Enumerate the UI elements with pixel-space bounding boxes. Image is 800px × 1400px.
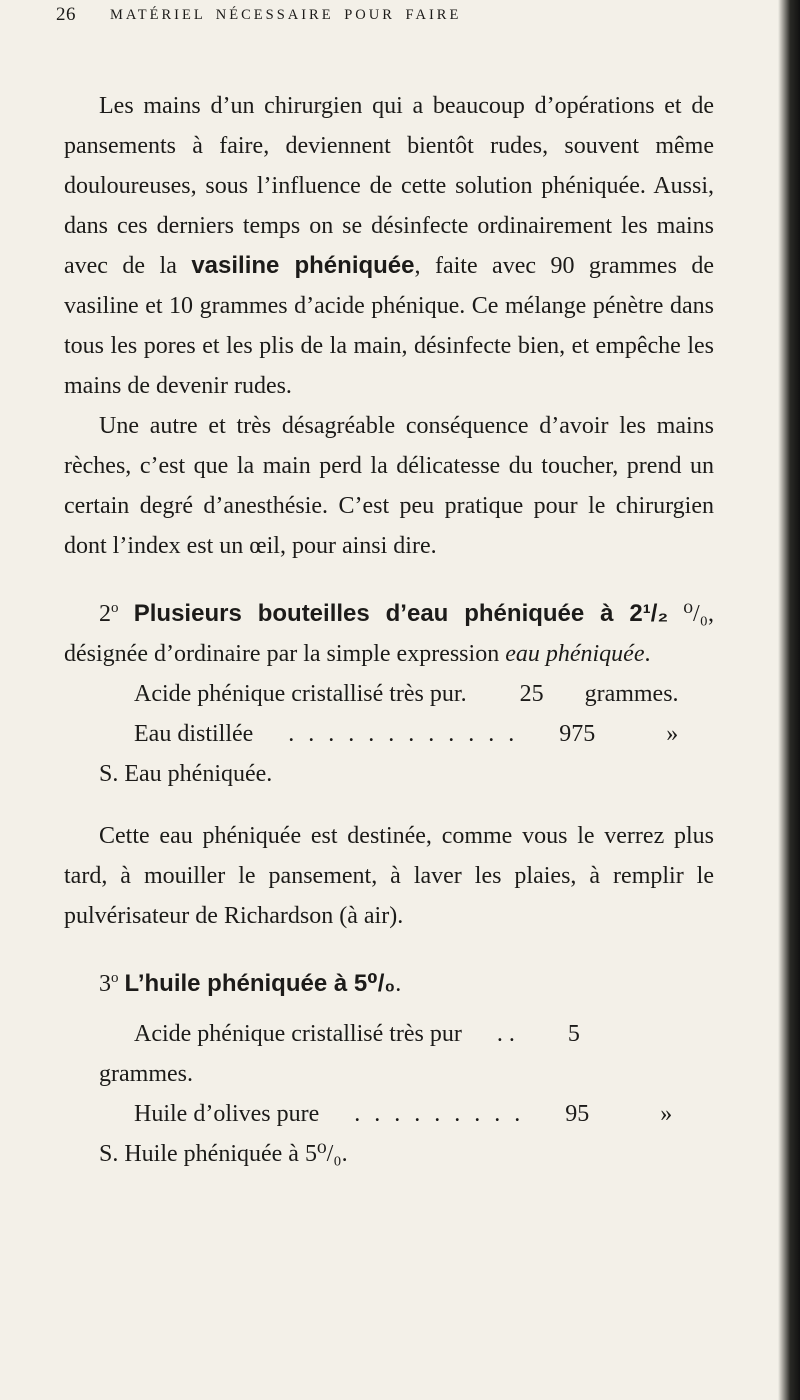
section3-title: L’huile phéniquée à 5 [124,970,368,997]
recipe-ingredient: Acide phénique cristallisé très pur. [134,681,467,707]
section2-italic-term: eau phéniquée [505,641,645,667]
section2-fraction: ¹/₂ [642,600,669,627]
section2-heading [64,588,714,674]
recipe-line [64,714,714,754]
recipe-ingredient: Eau distillée [134,721,254,747]
recipe-ingredient: Acide phénique cristallisé très pur [134,1021,462,1047]
recipe-signa: S. Eau phéniquée. [99,761,273,787]
page-edge-shadow [778,0,800,1400]
para1-text-a: Les mains d’un chirurgien qui a beaucoup d’opérations et de pansements à faire, deviennent bientôt rudes, souvent même douloureuses, sous l’influence de cette solution phéniquée. Aussi, dans ces derniers temps on se désinfecte ordinairement les mains avec de la [64,93,714,279]
recipe-unit: grammes. [584,681,679,707]
section2-end: . [644,641,651,667]
section2-number: 2 [99,601,111,627]
spacer [64,936,714,958]
recipe-quantity: 95 [565,1101,590,1127]
section2-number-degree: o [111,600,119,616]
recipe-unit: grammes. [99,1061,193,1087]
section3-percent: ⁰/₀ [367,970,396,997]
recipe-quantity: 5 [567,1021,580,1047]
section2-percent: ⁰/₀ [683,601,709,627]
recipe-line [64,674,714,714]
spacer [64,1004,714,1014]
section3-number: 3 [99,971,111,997]
spacer [64,794,714,816]
recipe-line [64,1014,714,1094]
recipe-quantity: 25 [519,681,544,707]
section3-number-degree: o [111,970,119,986]
recipe-unit: » [666,721,679,747]
paragraph-anesthesia: Une autre et très désagréable conséquence d’avoir les mains rèches, c’est que la main perd la délicatesse du toucher, prend un certain degré d’anesthésie. C’est peu pratique pour le chirurgien dont l’index est un œil, pour ainsi dire. [64,413,714,559]
recipe-line [64,1094,714,1134]
paragraph-vasiline [64,86,714,406]
recipe-quantity: 975 [559,721,596,747]
running-head [56,4,656,30]
recipe-leader: . . [496,1021,515,1047]
recipe-leader: . . . . . . . . . . . . [288,721,519,747]
section3-end: . [395,971,402,997]
recipe-leader: . . . . . . . . . [354,1101,525,1127]
paragraph-usage: Cette eau phéniquée est destinée, comme vous le verrez plus tard, à mouiller le pansement, à laver les plaies, à remplir le pulvérisateur de Richardson (à air). [64,823,714,929]
recipe-signa: S. Huile phéniquée à 5⁰/₀. [99,1141,348,1167]
para1-text-b: , faite avec 90 grammes de vasiline et 10 grammes d’acide phénique. Ce mélange pénètre dans tous les pores et les plis de la main, désinfecte bien, et empêche les mains de devenir rudes. [64,253,715,399]
page-number: 26 [56,4,76,25]
section2-title: Plusieurs bouteilles d’eau phéniquée à 2 [133,600,643,627]
section2-text: , désignée d’ordinaire par la simple expression [64,601,715,667]
para1-bold-term: vasiline phéniquée [191,252,415,279]
recipe-unit: » [660,1101,673,1127]
running-title: MATÉRIEL NÉCESSAIRE POUR FAIRE [110,7,462,23]
spacer [64,566,714,588]
recipe-ingredient: Huile d’olives pure [134,1101,320,1127]
body-text [64,86,714,1174]
section3-heading [64,958,714,1004]
